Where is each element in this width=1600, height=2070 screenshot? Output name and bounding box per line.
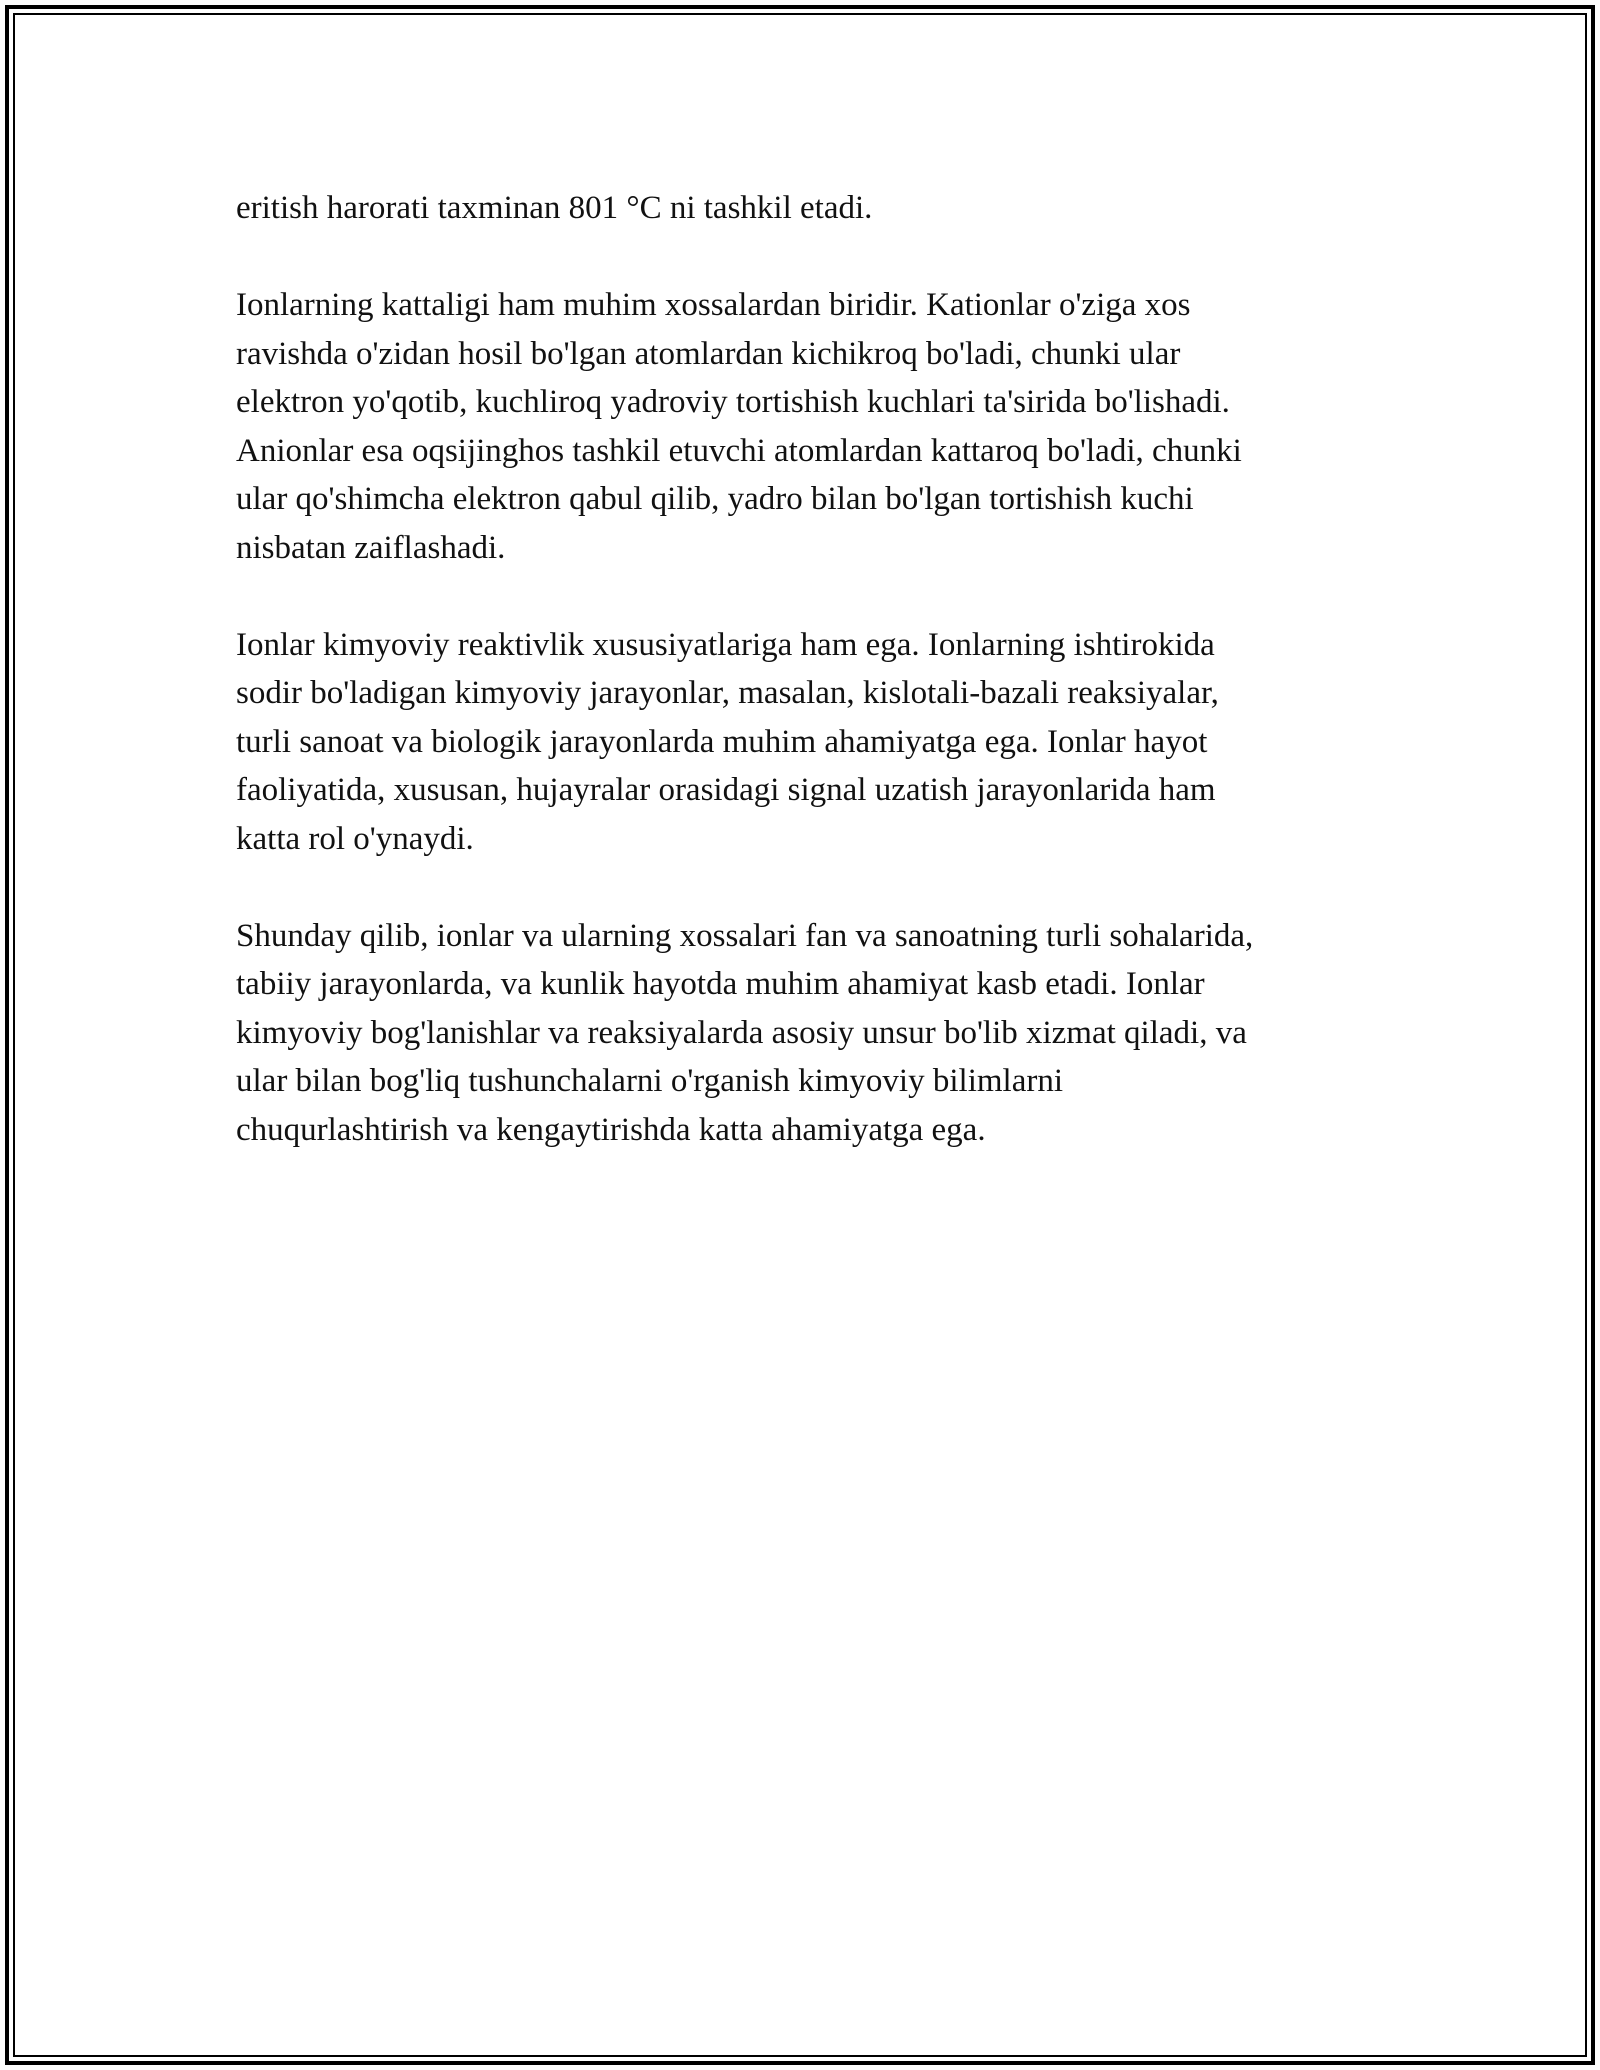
text-line: ular bilan bog'liq tushunchalarni o'rganish kimyoviy bilimlarni	[236, 1063, 1063, 1099]
text-line: Anionlar esa oqsijinghos tashkil etuvchi atomlardan kattaroq bo'ladi, chunki	[236, 432, 1242, 469]
document-body	[236, 184, 1386, 1203]
text-line: ular qo'shimcha elektron qabul qilib, yadro bilan bo'lgan tortishish kuchi	[236, 481, 1194, 517]
text-line: turli sanoat va biologik jarayonlarda muhim ahamiyatga ega. Ionlar hayot	[236, 723, 1208, 760]
text-line: sodir bo'ladigan kimyoviy jarayonlar, masalan, kislotali-bazali reaksiyalar,	[236, 675, 1219, 711]
text-line: kimyoviy bog'lanishlar va reaksiyalarda asosiy unsur bo'lib xizmat qiladi, va	[236, 1014, 1247, 1051]
text-line: elektron yo'qotib, kuchliroq yadroviy tortishish kuchlari ta'sirida bo'lishadi.	[236, 384, 1230, 420]
text-line: faoliyatida, xususan, hujayralar orasidagi signal uzatish jarayonlarida ham	[236, 772, 1216, 808]
text-line: Shunday qilib, ionlar va ularning xossalari fan va sanoatning turli sohalarida,	[236, 917, 1254, 954]
paragraph-1	[236, 184, 1386, 233]
text-line: tabiiy jarayonlarda, va kunlik hayotda muhim ahamiyat kasb etadi. Ionlar	[236, 966, 1205, 1002]
text-line: eritish harorati taxminan 801 °C ni tashkil etadi.	[236, 190, 873, 226]
paragraph-2	[236, 281, 1386, 572]
text-line: Ionlar kimyoviy reaktivlik xususiyatlariga ham ega. Ionlarning ishtirokida	[236, 626, 1215, 663]
text-line: Ionlarning kattaligi ham muhim xossalardan biridir. Kationlar o'ziga xos	[236, 287, 1191, 323]
text-line: katta rol o'ynaydi.	[236, 820, 474, 857]
paragraph-3	[236, 621, 1386, 864]
text-line: ravishda o'zidan hosil bo'lgan atomlardan kichikroq bo'ladi, chunki ular	[236, 335, 1181, 372]
paragraph-4	[236, 912, 1386, 1155]
text-line: chuqurlashtirish va kengaytirishda katta ahamiyatga ega.	[236, 1111, 986, 1148]
text-line: nisbatan zaiflashadi.	[236, 529, 506, 566]
